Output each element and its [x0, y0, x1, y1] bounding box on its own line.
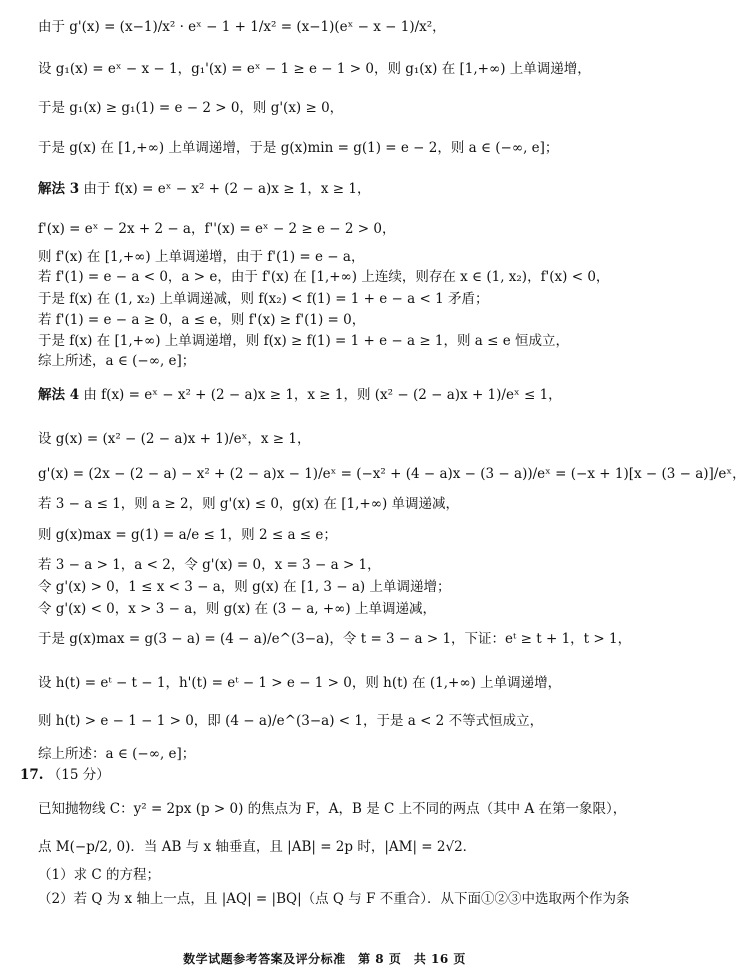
solution-3-heading: 解法 3 由于 f(x) = eˣ − x² + (2 − a)x ≥ 1，x ≥ 1，	[38, 181, 371, 197]
text-line-6: f'(x) = eˣ − 2x + 2 − a，f''(x) = eˣ − 2 ≥ e − 2 > 0，	[38, 221, 396, 237]
text-line-23: 则 h(t) > e − 1 − 1 > 0，即 (4 − a)/e^(3−a) < 1，于是 a < 2 不等式恒成立，	[38, 713, 544, 729]
solution-label: 解法 3	[38, 181, 80, 197]
text-line-21: 于是 g(x)max = g(3 − a) = (4 − a)/e^(3−a)，令 t = 3 − a > 1，下证：eᵗ ≥ t + 1，t > 1，	[38, 631, 632, 647]
solution-label: 解法 4	[38, 387, 80, 403]
text-line-15: g'(x) = (2x − (2 − a) − x² + (2 − a)x − 1)/eˣ = (−x² + (4 − a)x − (3 − a))/eˣ = (−x + 1)[x − (3 − a)]/eˣ，	[38, 466, 746, 482]
text-line-28: （1）求 C 的方程；	[38, 867, 161, 883]
text-line-7: 则 f'(x) 在 [1,+∞) 上单调递增，由于 f'(1) = e − a，	[38, 249, 365, 265]
text-line-19: 令 g'(x) > 0，1 ≤ x < 3 − a，则 g(x) 在 [1, 3 − a) 上单调递增；	[38, 579, 451, 595]
text-line-18: 若 3 − a > 1，a < 2，令 g'(x) = 0，x = 3 − a > 1，	[38, 557, 381, 573]
text-line-16: 若 3 − a ≤ 1，则 a ≥ 2，则 g'(x) ≤ 0，g(x) 在 [1,+∞) 单调递减，	[38, 496, 460, 512]
text-line-12: 综上所述，a ∈ (−∞, e]；	[38, 353, 196, 369]
text-line-29: （2）若 Q 为 x 轴上一点，且 |AQ| = |BQ|（点 Q 与 F 不重合）．从下面①②③中选取两个作为条	[38, 891, 630, 907]
text-line-2: 设 g₁(x) = eˣ − x − 1，g₁'(x) = eˣ − 1 ≥ e − 1 > 0，则 g₁(x) 在 [1,+∞) 上单调递增，	[38, 61, 591, 77]
text-line-1: 由于 g'(x) = (x−1)/x² · eˣ − 1 + 1/x² = (x−1)(eˣ − x − 1)/x²，	[38, 19, 446, 35]
text-line-20: 令 g'(x) < 0，x > 3 − a，则 g(x) 在 (3 − a, +∞) 上单调递减，	[38, 601, 436, 617]
text-line-4: 于是 g(x) 在 [1,+∞) 上单调递增，于是 g(x)min = g(1) = e − 2，则 a ∈ (−∞, e]；	[38, 140, 559, 156]
problem-17-heading: 17. （15 分）	[20, 767, 110, 783]
text-line-14: 设 g(x) = (x² − (2 − a)x + 1)/eˣ，x ≥ 1，	[38, 431, 311, 447]
text-line-8: 若 f'(1) = e − a < 0，a > e，由于 f'(x) 在 [1,+∞) 上连续，则存在 x ∈ (1, x₂)，f'(x) < 0，	[38, 269, 610, 285]
page-footer: 数学试题参考答案及评分标准 第 8 页 共 16 页	[183, 952, 466, 966]
text-line-24: 综上所述：a ∈ (−∞, e]；	[38, 746, 196, 762]
text-line-17: 则 g(x)max = g(1) = a/e ≤ 1，则 2 ≤ a ≤ e；	[38, 527, 337, 543]
text-line-27: 点 M(−p/2, 0)．当 AB 与 x 轴垂直，且 |AB| = 2p 时，|AM| = 2√2．	[38, 839, 477, 855]
text-line-3: 于是 g₁(x) ≥ g₁(1) = e − 2 > 0，则 g'(x) ≥ 0，	[38, 100, 344, 116]
text-line-9: 于是 f(x) 在 (1, x₂) 上单调递减，则 f(x₂) < f(1) = 1 + e − a < 1 矛盾；	[38, 291, 489, 307]
problem-number: 17.	[20, 767, 44, 783]
text-line-26: 已知抛物线 C：y² = 2px (p > 0) 的焦点为 F，A，B 是 C 上不同的两点（其中 A 在第一象限），	[38, 801, 627, 817]
solution-4-heading: 解法 4 由 f(x) = eˣ − x² + (2 − a)x ≥ 1，x ≥ 1，则 (x² − (2 − a)x + 1)/eˣ ≤ 1，	[38, 387, 562, 403]
text-line-11: 于是 f(x) 在 [1,+∞) 上单调递增，则 f(x) ≥ f(1) = 1 + e − a ≥ 1，则 a ≤ e 恒成立，	[38, 333, 570, 349]
text-line-10: 若 f'(1) = e − a ≥ 0，a ≤ e，则 f'(x) ≥ f'(1) = 0，	[38, 312, 366, 328]
text-line-22: 设 h(t) = eᵗ − t − 1，h'(t) = eᵗ − 1 > e − 1 > 0，则 h(t) 在 (1,+∞) 上单调递增，	[38, 675, 562, 691]
